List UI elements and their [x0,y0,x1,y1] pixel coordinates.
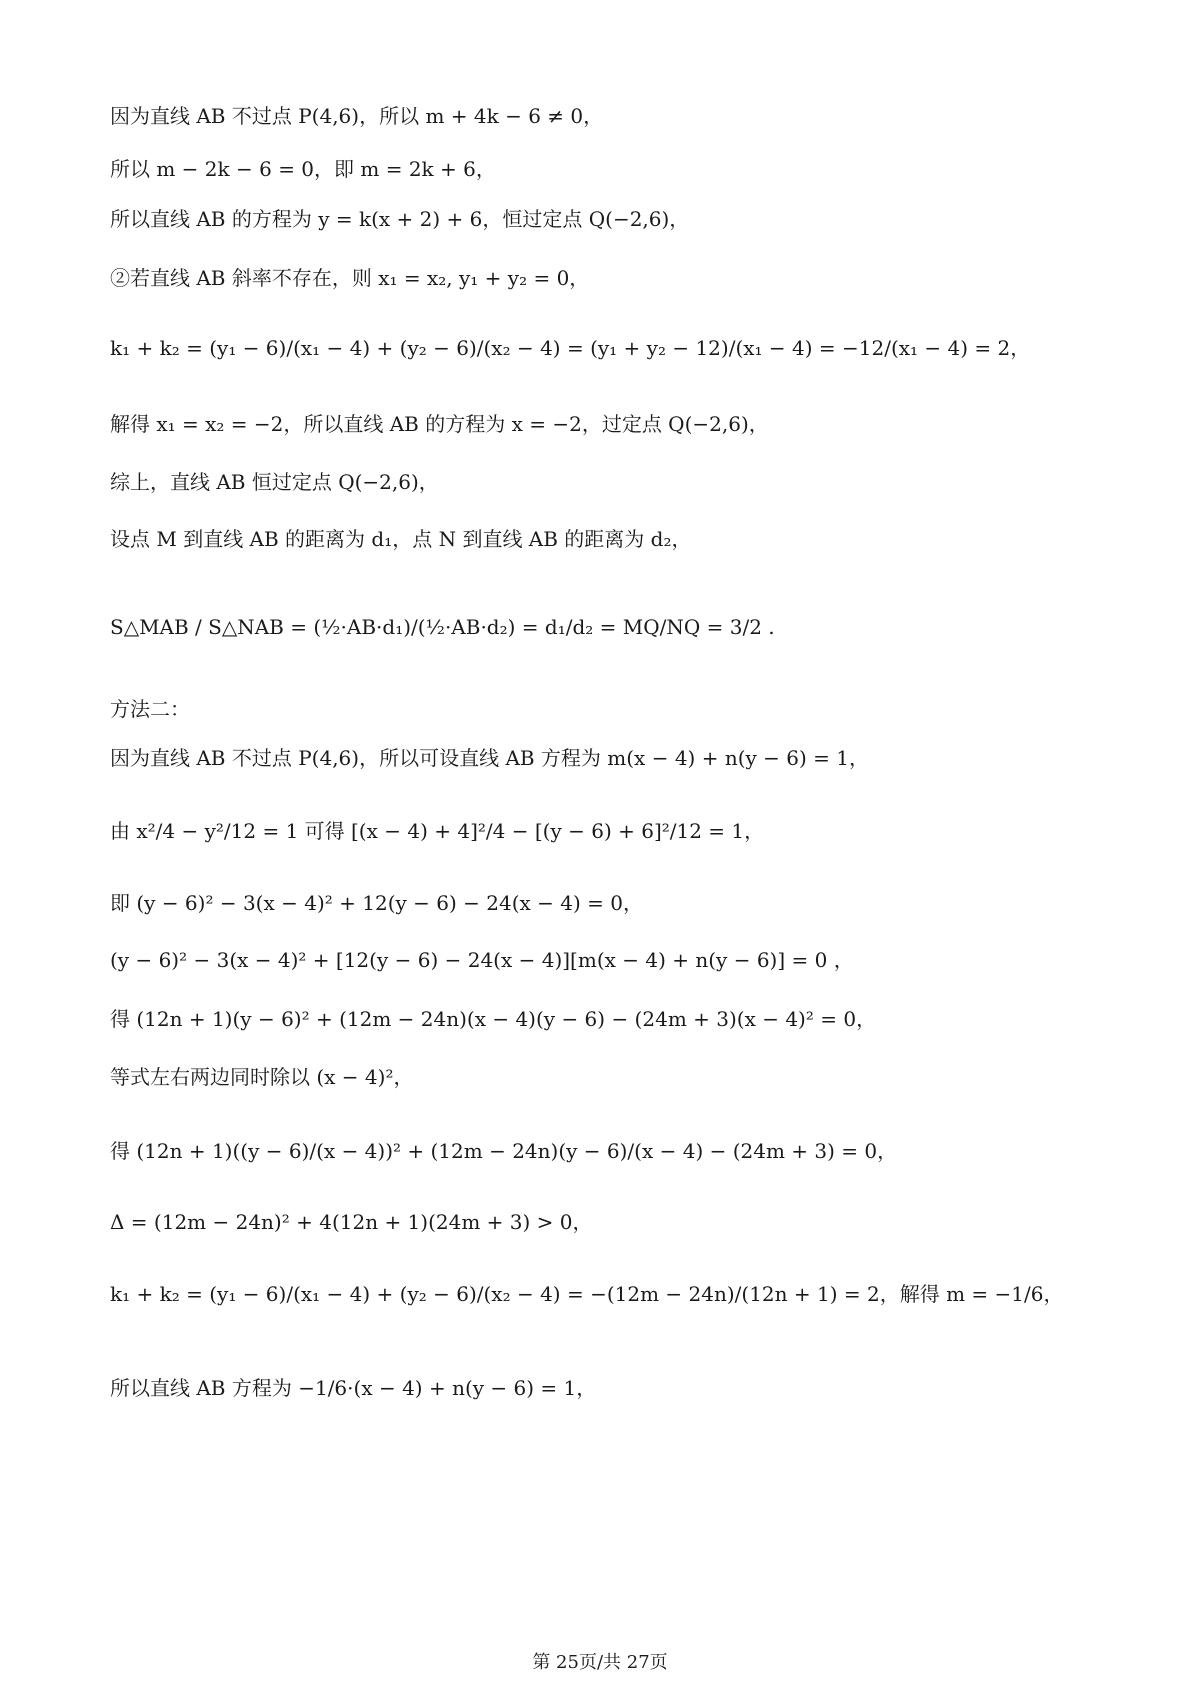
text-line [110,153,496,182]
line-10: 方法二： [110,697,190,721]
line-18: Δ = (12m − 24n)² + 4(12n + 1)(24m + 3) > 0， [110,1210,593,1234]
line-6: 解得 x₁ = x₂ = −2，所以直线 AB 的方程为 x = −2，过定点 Q(−2,6)， [110,412,769,436]
line-14: (y − 6)² − 3(x − 4)² + [12(y − 6) − 24(x − 4)][m(x − 4) + n(y − 6)] = 0 ， [110,948,854,972]
text-line [110,523,691,552]
line-16: 等式左右两边同时除以 (x − 4)²， [110,1065,414,1089]
line-7: 综上，直线 AB 恒过定点 Q(−2,6)， [110,470,439,494]
text-line [110,203,689,232]
line-4: ②若直线 AB 斜率不存在，则 x₁ = x₂, y₁ + y₂ = 0， [110,266,590,290]
text-line [110,1206,593,1235]
line-17: 得 (12n + 1)((y − 6)/(x − 4))² + (12m − 24n)(y − 6)/(x − 4) − (24m + 3) = 0， [110,1139,898,1163]
line-20: 所以直线 AB 方程为 −1/6·(x − 4) + n(y − 6) = 1， [110,1376,597,1400]
text-line [110,332,1030,361]
text-line [110,262,589,291]
line-2: 所以 m − 2k − 6 = 0，即 m = 2k + 6， [110,157,496,181]
text-line [110,944,854,973]
line-5: k₁ + k₂ = (y₁ − 6)/(x₁ − 4) + (y₂ − 6)/(x₂ − 4) = (y₁ + y₂ − 12)/(x₁ − 4) = −12/(x₁ − 4) = 2， [110,336,1031,360]
line-3: 所以直线 AB 的方程为 y = k(x + 2) + 6，恒过定点 Q(−2,6)， [110,207,690,231]
line-12: 由 x²/4 − y²/12 = 1 可得 [(x − 4) + 4]²/4 − [(y − 6) + 6]²/12 = 1， [110,819,765,843]
line-1: 因为直线 AB 不过点 P(4,6)，所以 m + 4k − 6 ≠ 0， [110,104,604,128]
page-footer [0,1648,1200,1674]
text-line [110,1372,596,1401]
line-13: 即 (y − 6)² − 3(x − 4)² + 12(y − 6) − 24(x − 4) = 0， [110,891,643,915]
text-line [110,466,439,495]
line-8: 设点 M 到直线 AB 的距离为 d₁，点 N 到直线 AB 的距离为 d₂， [110,527,692,551]
text-line [110,887,643,916]
text-line [110,1061,413,1090]
text-line [110,1135,897,1164]
text-line [110,100,603,129]
text-line [110,1278,1063,1307]
text-line [110,815,764,844]
line-11: 因为直线 AB 不过点 P(4,6)，所以可设直线 AB 方程为 m(x − 4) + n(y − 6) = 1， [110,746,869,770]
text-line [110,742,869,771]
text-line [110,408,769,437]
text-line [110,615,775,639]
line-15: 得 (12n + 1)(y − 6)² + (12m − 24n)(x − 4)(y − 6) − (24m + 3)(x − 4)² = 0， [110,1007,877,1031]
line-19: k₁ + k₂ = (y₁ − 6)/(x₁ − 4) + (y₂ − 6)/(x₂ − 4) = −(12m − 24n)/(12n + 1) = 2，解得 m = −1/6， [110,1282,1064,1306]
text-line [110,1003,876,1032]
page-number: 第 25页/共 27页 [532,1652,668,1673]
text-line [110,693,190,722]
line-9: S△MAB / S△NAB = (½·AB·d₁)/(½·AB·d₂) = d₁/d₂ = MQ/NQ = 3/2 . [110,615,775,639]
